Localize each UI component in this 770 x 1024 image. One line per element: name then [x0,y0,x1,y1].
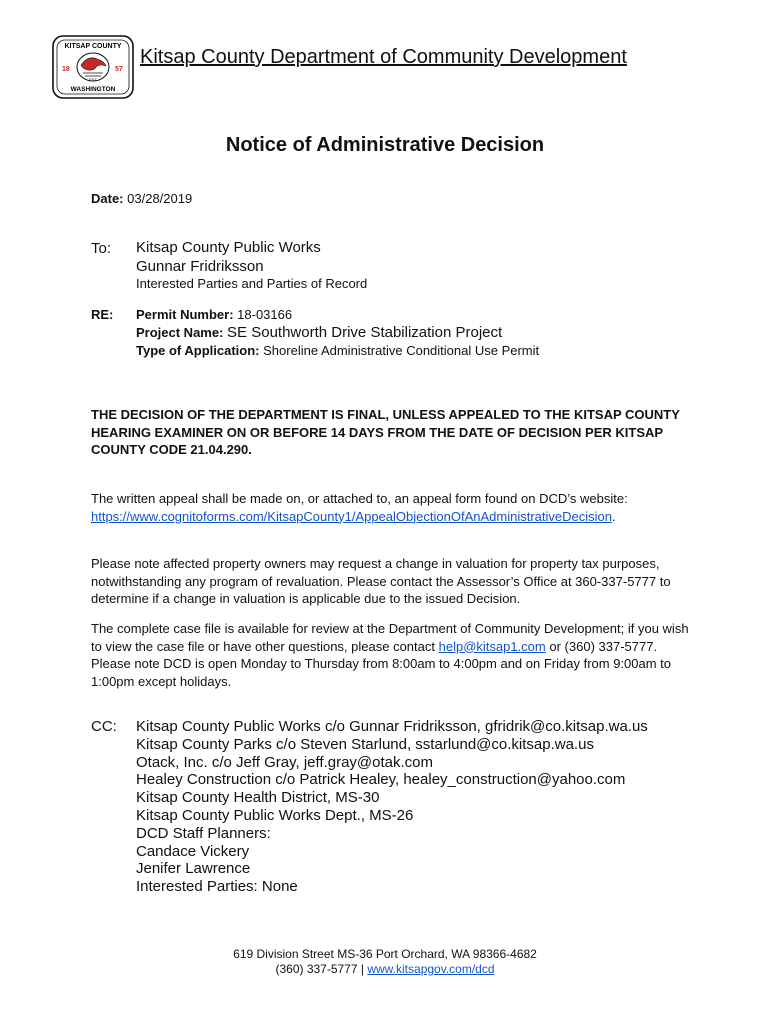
application-type-line [136,343,539,358]
to-label: To: [91,240,112,257]
appeal-paragraph [91,490,691,525]
cc-label: CC: [91,718,117,735]
footer-website-link[interactable]: www.kitsapgov.com/dcd [367,962,495,976]
appeal-text: The written appeal shall be made on, or attached to, an appeal form found on DCD’s website: [91,491,628,506]
date-value: 03/28/2019 [127,191,193,206]
appeal-form-link[interactable]: https://www.cognitoforms.com/KitsapCounty1/AppealObjectionOfAnAdministrativeDecision [91,508,612,524]
cc-item: Healey Construction c/o Patrick Healey, healey_construction@yahoo.com [136,771,626,789]
project-name-label: Project Name: [136,325,224,340]
agency-name: Kitsap County Department of Community Development [140,46,627,68]
cc-item: Candace Vickery [136,842,250,860]
decision-notice: THE DECISION OF THE DEPARTMENT IS FINAL, UNLESS APPEALED TO THE KITSAP COUNTY HEARING EXAMINER ON OR BEFORE 14 DAYS FROM THE DATE OF DECISION PER KITSAP COUNTY CODE 21.04.290. [91,407,680,457]
date-line [91,191,192,206]
seal-small-text: EST [89,77,97,82]
to-recipient: Interested Parties and Parties of Record [136,276,368,291]
re-label: RE: [91,307,114,322]
county-seal-logo [52,35,134,99]
document-title: Notice of Administrative Decision [225,134,545,156]
casefile-text-1: The complete case file is available for review at the Department of Community Development; if you wish to view the case file or have other questions, please contact [91,621,689,654]
valuation-paragraph: Please note affected property owners may request a change in valuation for property tax purposes, notwithstanding any program of revaluation. Please contact the Assessor’s Office at 360-337-5777 to determine if a change in valuation is applicable due to the issued Decision. [91,556,671,606]
footer-contact [0,962,770,977]
cc-item: Interested Parties: None [136,878,298,896]
project-name-value: SE Southworth Drive Stabilization Project [227,324,503,341]
footer-address: 619 Division Street MS-36 Port Orchard, WA 98366-4682 [233,947,537,961]
footer [0,947,770,977]
date-label: Date: [91,191,124,206]
cc-item: Kitsap County Parks c/o Steven Starlund, sstarlund@co.kitsap.wa.us [136,735,594,753]
permit-number-label: Permit Number: [136,307,234,322]
cc-item: Kitsap County Health District, MS-30 [136,789,380,807]
help-email-link[interactable]: help@kitsap1.com [438,638,546,654]
application-type-label: Type of Application: [136,343,260,358]
project-name-line [136,324,502,341]
casefile-paragraph [91,620,691,690]
cc-list [136,718,648,896]
cc-item: Kitsap County Public Works c/o Gunnar Fridriksson, gfridrik@co.kitsap.wa.us [136,718,648,735]
seal-year-left: 18 [62,66,70,73]
seal-year-right: 57 [115,66,123,73]
application-type-value: Shoreline Administrative Conditional Use Permit [263,343,540,358]
permit-number-value: 18-03166 [237,307,293,322]
appeal-period: . [611,508,616,524]
cc-item: Jenifer Lawrence [136,860,251,878]
cc-item: DCD Staff Planners: [136,824,271,842]
to-recipient: Kitsap County Public Works [136,239,321,256]
permit-number-line [136,307,292,322]
footer-separator: | [360,962,364,976]
cc-item: Otack, Inc. c/o Jeff Gray, jeff.gray@otak.com [136,753,434,771]
to-recipient: Gunnar Fridriksson [136,258,264,275]
casefile-text-2: or (360) 337-5777. Please note DCD is open Monday to Thursday from 8:00am to 4:00pm and on Friday from 9:00am to 1:00pm except holidays. [91,638,672,689]
seal-text-top: KITSAP COUNTY [64,43,122,50]
footer-phone: (360) 337-5777 [275,962,358,976]
seal-text-bottom: WASHINGTON [70,86,116,93]
cc-item: Kitsap County Public Works Dept., MS-26 [136,806,414,824]
